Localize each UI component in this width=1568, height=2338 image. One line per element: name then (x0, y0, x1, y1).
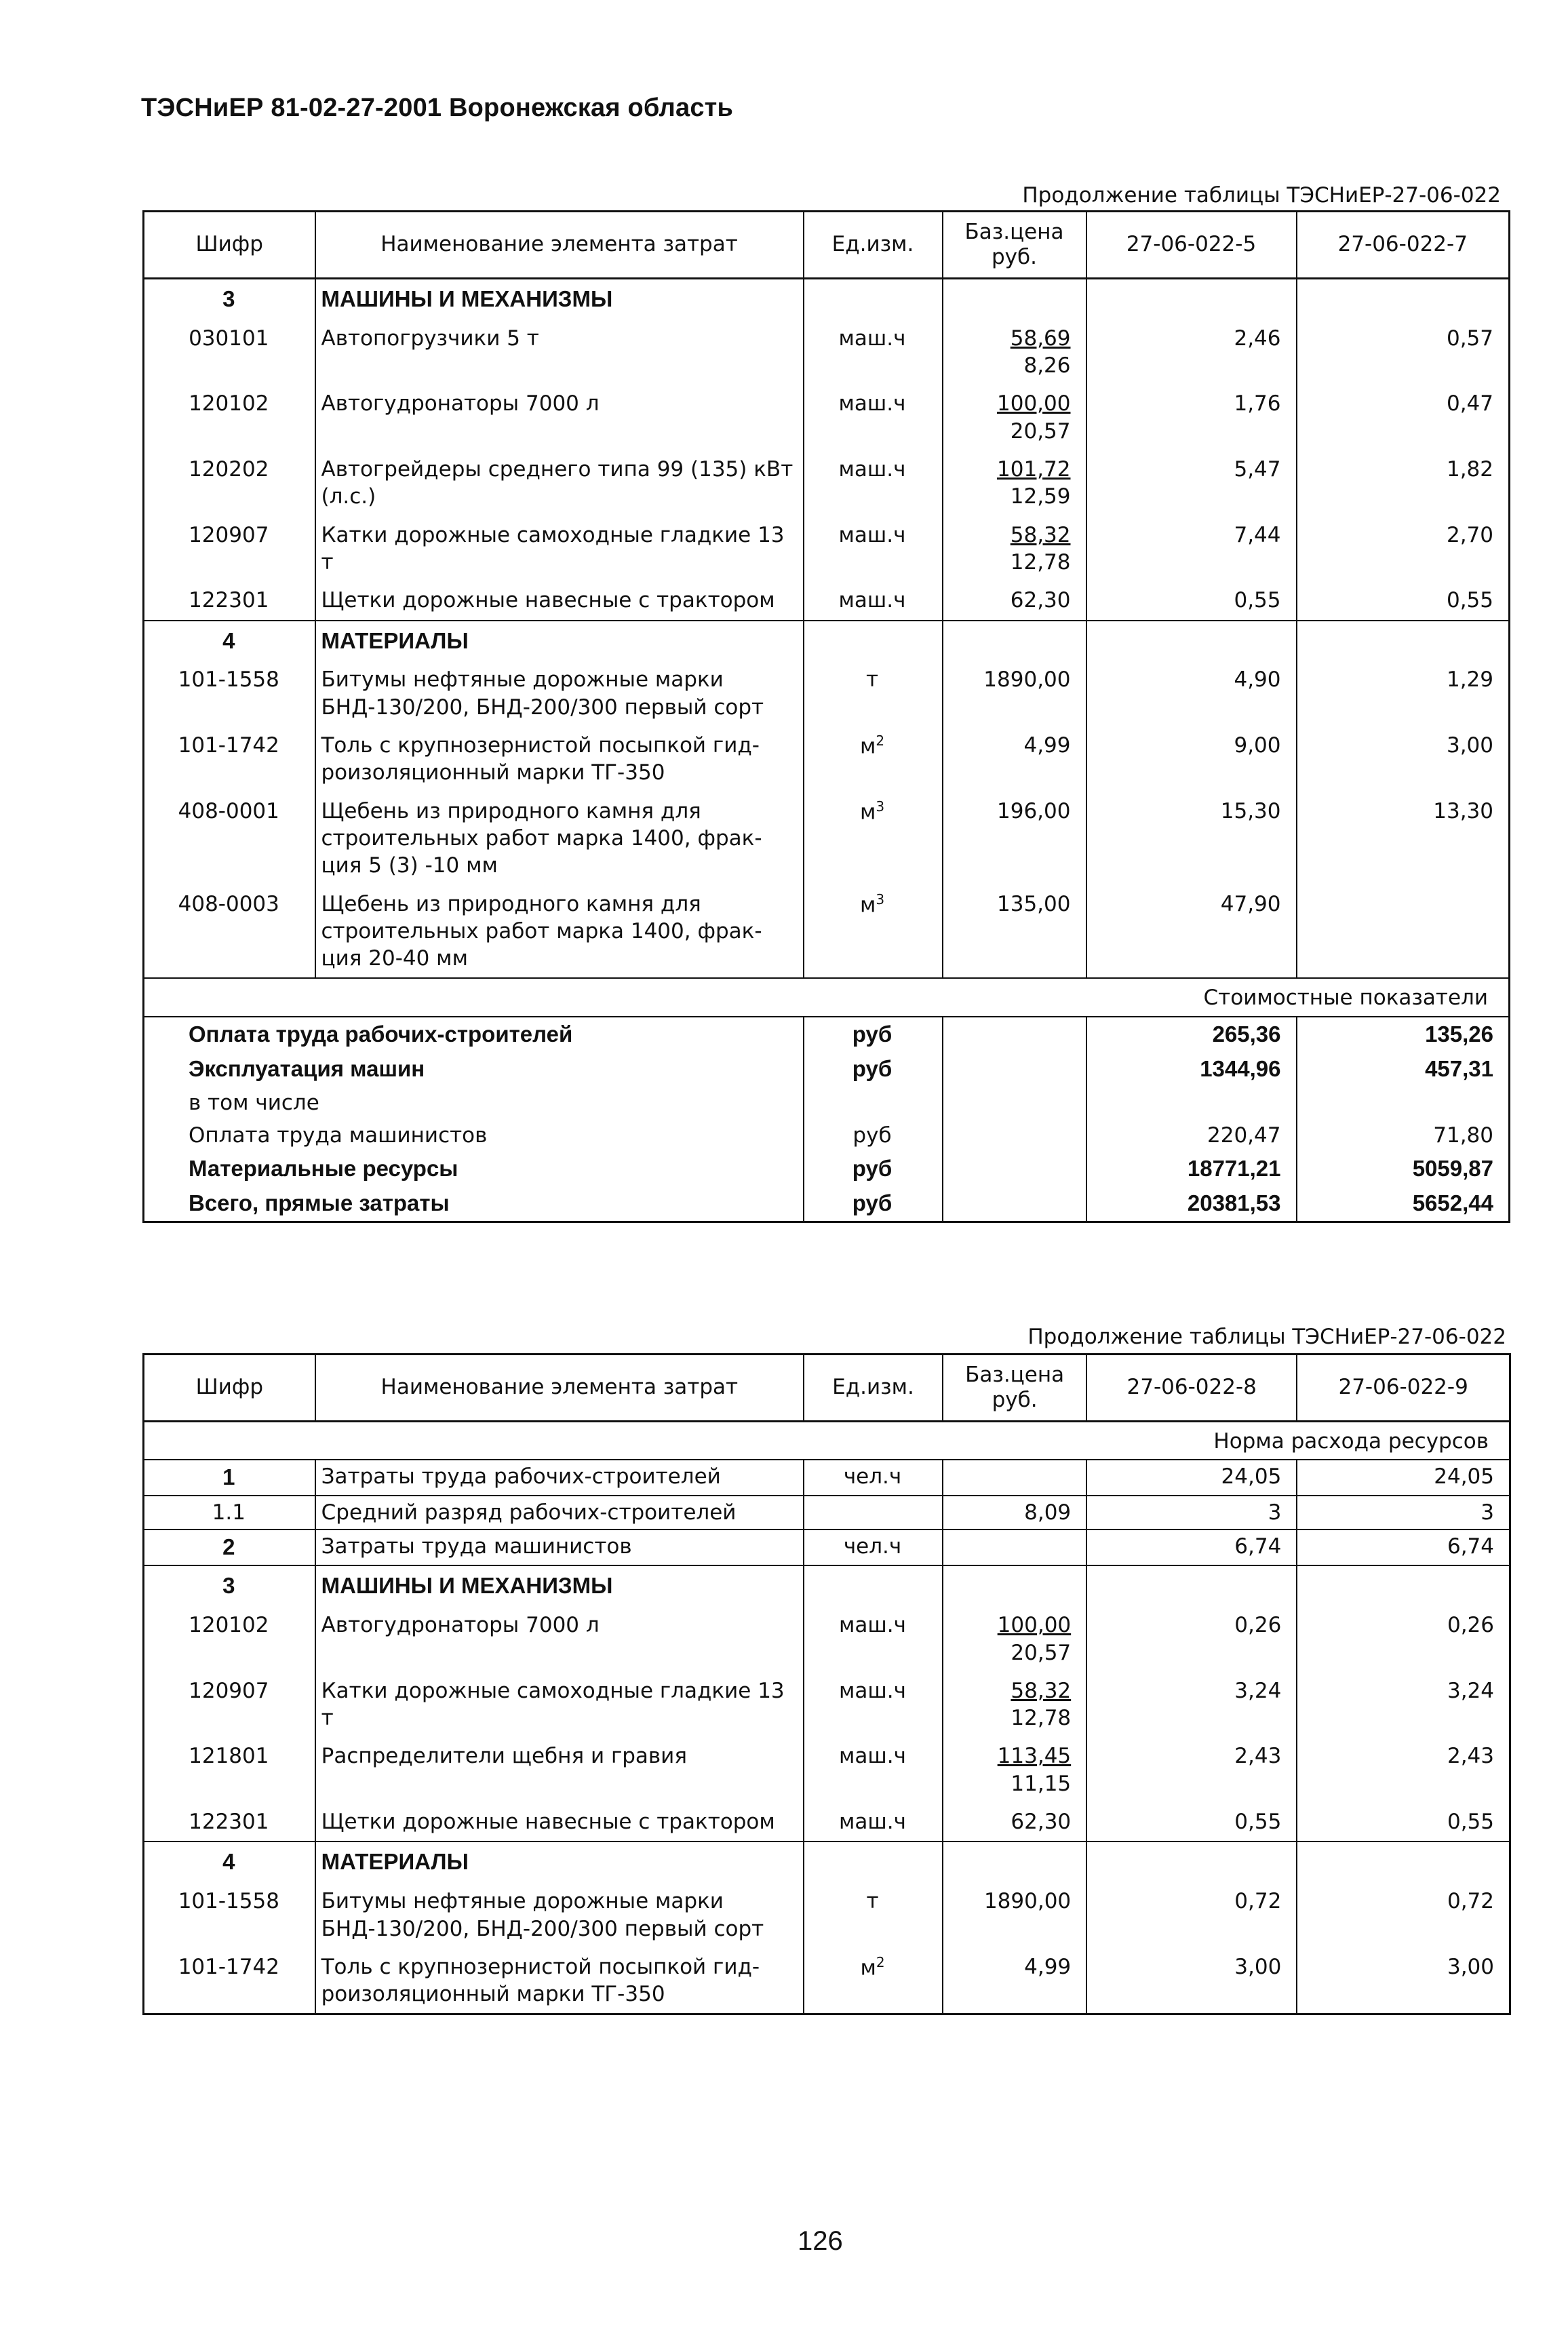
row-name: Автогудронаторы 7000 л (315, 385, 804, 450)
col-header-price: Баз.цена руб. (943, 1355, 1086, 1422)
row-name: Битумы нефтяные дорожные марки БНД-130/200, БНД-200/300 первый сорт (315, 661, 804, 726)
col-header-norm-b: 27-06-022-9 (1297, 1355, 1510, 1422)
section-title: МАШИНЫ И МЕХАНИЗМЫ (315, 1565, 804, 1606)
row-code: 120907 (144, 1672, 315, 1738)
row-code: 120202 (144, 450, 315, 516)
row-price: 58,69 8,26 (943, 319, 1086, 385)
row-unit: т (804, 661, 943, 726)
row-name: Щебень из природного камня для строительных работ марка 1400, фрак-ция 20-40 мм (315, 885, 804, 979)
row-unit: маш.ч (804, 1672, 943, 1738)
summary-label: Эксплуатация машин (144, 1052, 804, 1087)
row-name: Автогрейдеры среднего типа 99 (135) кВт (л.с.) (315, 450, 804, 516)
row-code: 030101 (144, 319, 315, 385)
row-value-b: 3 (1297, 1496, 1510, 1530)
row-unit: т (804, 1882, 943, 1948)
row-value-a: 3,00 (1086, 1948, 1297, 2014)
table-header-row (144, 212, 1510, 279)
row-name: Толь с крупнозернистой посыпкой гид-роизоляционный марки ТГ-350 (315, 726, 804, 792)
row-value-a: 5,47 (1086, 450, 1297, 516)
col-header-norm-b: 27-06-022-7 (1297, 212, 1510, 279)
row-unit: $м^2$ (804, 726, 943, 792)
table-header-row (144, 1355, 1510, 1422)
row-unit: $м^3$ (804, 792, 943, 885)
row-value-b: 1,82 (1297, 450, 1510, 516)
row-price: 58,32 12,78 (943, 516, 1086, 582)
summary-unit: руб (804, 1052, 943, 1087)
row-unit: маш.ч (804, 319, 943, 385)
row-value-b: 6,74 (1297, 1530, 1510, 1565)
summary-row (144, 1186, 1510, 1222)
row-value-a: 0,55 (1086, 581, 1297, 620)
row-name: Битумы нефтяные дорожные марки БНД-130/200, БНД-200/300 первый сорт (315, 1882, 804, 1948)
row-price: 1890,00 (943, 661, 1086, 726)
row-price: 100,00 20,57 (943, 1606, 1086, 1672)
row-name: Автогудронаторы 7000 л (315, 1606, 804, 1672)
row-code: 120102 (144, 385, 315, 450)
table-row (144, 792, 1510, 885)
band-label: Стоимостные показатели (144, 978, 1510, 1016)
section-title: МАТЕРИАЛЫ (315, 1842, 804, 1882)
row-unit: чел.ч (804, 1530, 943, 1565)
row-value-a: 15,30 (1086, 792, 1297, 885)
summary-value-b: 457,31 (1297, 1052, 1510, 1087)
summary-value-a: 1344,96 (1086, 1052, 1297, 1087)
row-value-b: 0,57 (1297, 319, 1510, 385)
summary-row (144, 1152, 1510, 1186)
col-header-price: Баз.цена руб. (943, 212, 1086, 279)
row-unit: маш.ч (804, 1737, 943, 1803)
table-row (144, 885, 1510, 979)
row-code: 121801 (144, 1737, 315, 1803)
row-price: 196,00 (943, 792, 1086, 885)
section-row (144, 1565, 1510, 1606)
col-header-norm-a: 27-06-022-8 (1086, 1355, 1297, 1422)
col-header-name: Наименование элемента затрат (315, 1355, 804, 1422)
table-row (144, 1737, 1510, 1803)
row-value-a: 24,05 (1086, 1460, 1297, 1496)
band-label: Норма расхода ресурсов (144, 1422, 1510, 1460)
row-code: 101-1742 (144, 726, 315, 792)
table-row (144, 1530, 1510, 1565)
row-price: 101,72 12,59 (943, 450, 1086, 516)
summary-unit (804, 1087, 943, 1119)
row-name: Средний разряд рабочих-строителей (315, 1496, 804, 1530)
col-header-norm-a: 27-06-022-5 (1086, 212, 1297, 279)
row-price: 1890,00 (943, 1882, 1086, 1948)
table-row (144, 1496, 1510, 1530)
summary-unit: руб (804, 1152, 943, 1186)
row-unit: маш.ч (804, 450, 943, 516)
row-name: Щебень из природного камня для строительных работ марка 1400, фрак-ция 5 (3) -10 мм (315, 792, 804, 885)
summary-unit: руб (804, 1186, 943, 1222)
row-code: 1.1 (144, 1496, 315, 1530)
summary-value-a: 265,36 (1086, 1017, 1297, 1052)
table-caption: Продолжение таблицы ТЭСНиЕР-27-06-022 (1027, 1325, 1506, 1349)
col-header-unit: Ед.изм. (804, 212, 943, 279)
row-value-a: 0,26 (1086, 1606, 1297, 1672)
summary-value-a: 20381,53 (1086, 1186, 1297, 1222)
table-row (144, 581, 1510, 620)
row-code: 1 (144, 1460, 315, 1496)
row-code: 120907 (144, 516, 315, 582)
col-header-unit: Ед.изм. (804, 1355, 943, 1422)
row-value-b: 0,55 (1297, 1803, 1510, 1842)
section-code: 4 (144, 621, 315, 661)
row-unit: маш.ч (804, 581, 943, 620)
row-value-a: 47,90 (1086, 885, 1297, 979)
row-value-a: 4,90 (1086, 661, 1297, 726)
row-value-b: 3,24 (1297, 1672, 1510, 1738)
summary-label: Всего, прямые затраты (144, 1186, 804, 1222)
col-header-code: Шифр (144, 1355, 315, 1422)
row-value-a: 7,44 (1086, 516, 1297, 582)
row-value-a: 2,46 (1086, 319, 1297, 385)
summary-value-b: 71,80 (1297, 1119, 1510, 1152)
row-price: 62,30 (943, 1803, 1086, 1842)
row-code: 408-0001 (144, 792, 315, 885)
section-code: 4 (144, 1842, 315, 1882)
row-price: 4,99 (943, 726, 1086, 792)
row-name: Катки дорожные самоходные гладкие 13 т (315, 516, 804, 582)
summary-unit: руб (804, 1017, 943, 1052)
section-code: 3 (144, 1565, 315, 1606)
row-name: Щетки дорожные навесные с трактором (315, 1803, 804, 1842)
table-row (144, 319, 1510, 385)
row-value-a: 9,00 (1086, 726, 1297, 792)
table-row (144, 1460, 1510, 1496)
table-caption: Продолжение таблицы ТЭСНиЕР-27-06-022 (1022, 183, 1501, 208)
summary-label: в том числе (144, 1087, 804, 1119)
summary-label: Материальные ресурсы (144, 1152, 804, 1186)
row-price: 4,99 (943, 1948, 1086, 2014)
summary-value-b (1297, 1087, 1510, 1119)
row-name: Затраты труда машинистов (315, 1530, 804, 1565)
row-unit: $м^2$ (804, 1948, 943, 2014)
summary-value-b: 5652,44 (1297, 1186, 1510, 1222)
resource-table-2 (142, 1353, 1511, 2015)
row-value-b: 3,00 (1297, 1948, 1510, 2014)
row-name: Распределители щебня и гравия (315, 1737, 804, 1803)
summary-value-b: 5059,87 (1297, 1152, 1510, 1186)
section-code: 3 (144, 279, 315, 319)
table-row (144, 726, 1510, 792)
summary-row (144, 1017, 1510, 1052)
row-value-b: 2,70 (1297, 516, 1510, 582)
row-value-b: 3,00 (1297, 726, 1510, 792)
row-code: 2 (144, 1530, 315, 1565)
row-price: 113,45 11,15 (943, 1737, 1086, 1803)
row-price: 58,32 12,78 (943, 1672, 1086, 1738)
summary-value-b: 135,26 (1297, 1017, 1510, 1052)
row-code: 101-1558 (144, 661, 315, 726)
row-value-b: 0,55 (1297, 581, 1510, 620)
row-code: 122301 (144, 581, 315, 620)
col-header-name: Наименование элемента затрат (315, 212, 804, 279)
row-value-a: 1,76 (1086, 385, 1297, 450)
row-name: Автопогрузчики 5 т (315, 319, 804, 385)
table-row (144, 1803, 1510, 1842)
row-price (943, 1530, 1086, 1565)
table-row (144, 1882, 1510, 1948)
summary-row (144, 1087, 1510, 1119)
row-value-a: 3 (1086, 1496, 1297, 1530)
summary-value-a: 220,47 (1086, 1119, 1297, 1152)
row-unit (804, 1496, 943, 1530)
row-value-b: 24,05 (1297, 1460, 1510, 1496)
row-price: 8,09 (943, 1496, 1086, 1530)
section-row (144, 279, 1510, 319)
row-value-a: 3,24 (1086, 1672, 1297, 1738)
table-row (144, 1606, 1510, 1672)
col-header-code: Шифр (144, 212, 315, 279)
table-row (144, 1948, 1510, 2014)
section-title: МАШИНЫ И МЕХАНИЗМЫ (315, 279, 804, 319)
row-value-a: 2,43 (1086, 1737, 1297, 1803)
section-row (144, 1842, 1510, 1882)
row-value-a: 0,55 (1086, 1803, 1297, 1842)
row-code: 101-1742 (144, 1948, 315, 2014)
row-unit: маш.ч (804, 516, 943, 582)
row-unit: чел.ч (804, 1460, 943, 1496)
row-value-b: 2,43 (1297, 1737, 1510, 1803)
band-row (144, 1422, 1510, 1460)
table-row (144, 385, 1510, 450)
section-title: МАТЕРИАЛЫ (315, 621, 804, 661)
row-price: 135,00 (943, 885, 1086, 979)
page-number: 126 (798, 2226, 843, 2256)
row-unit: $м^3$ (804, 885, 943, 979)
row-name: Катки дорожные самоходные гладкие 13 т (315, 1672, 804, 1738)
table-row (144, 450, 1510, 516)
row-name: Толь с крупнозернистой посыпкой гид-роизоляционный марки ТГ-350 (315, 1948, 804, 2014)
row-value-a: 0,72 (1086, 1882, 1297, 1948)
row-value-a: 6,74 (1086, 1530, 1297, 1565)
row-value-b (1297, 885, 1510, 979)
row-price (943, 1460, 1086, 1496)
summary-value-a: 18771,21 (1086, 1152, 1297, 1186)
row-value-b: 0,72 (1297, 1882, 1510, 1948)
row-value-b: 13,30 (1297, 792, 1510, 885)
table-row (144, 516, 1510, 582)
row-code: 122301 (144, 1803, 315, 1842)
summary-value-a (1086, 1087, 1297, 1119)
summary-label: Оплата труда рабочих-строителей (144, 1017, 804, 1052)
row-code: 120102 (144, 1606, 315, 1672)
row-unit: маш.ч (804, 385, 943, 450)
row-code: 408-0003 (144, 885, 315, 979)
row-code: 101-1558 (144, 1882, 315, 1948)
summary-unit: руб (804, 1119, 943, 1152)
row-price: 62,30 (943, 581, 1086, 620)
page-title: ТЭСНиЕР 81-02-27-2001 Воронежская область (141, 94, 734, 122)
row-price: 100,00 20,57 (943, 385, 1086, 450)
band-row (144, 978, 1510, 1016)
table-row (144, 661, 1510, 726)
table-row (144, 1672, 1510, 1738)
row-name: Щетки дорожные навесные с трактором (315, 581, 804, 620)
row-value-b: 0,47 (1297, 385, 1510, 450)
section-row (144, 621, 1510, 661)
row-unit: маш.ч (804, 1606, 943, 1672)
summary-label: Оплата труда машинистов (144, 1119, 804, 1152)
resource-table-1 (142, 210, 1510, 1223)
row-name: Затраты труда рабочих-строителей (315, 1460, 804, 1496)
row-value-b: 0,26 (1297, 1606, 1510, 1672)
summary-row (144, 1052, 1510, 1087)
summary-row (144, 1119, 1510, 1152)
row-value-b: 1,29 (1297, 661, 1510, 726)
row-unit: маш.ч (804, 1803, 943, 1842)
